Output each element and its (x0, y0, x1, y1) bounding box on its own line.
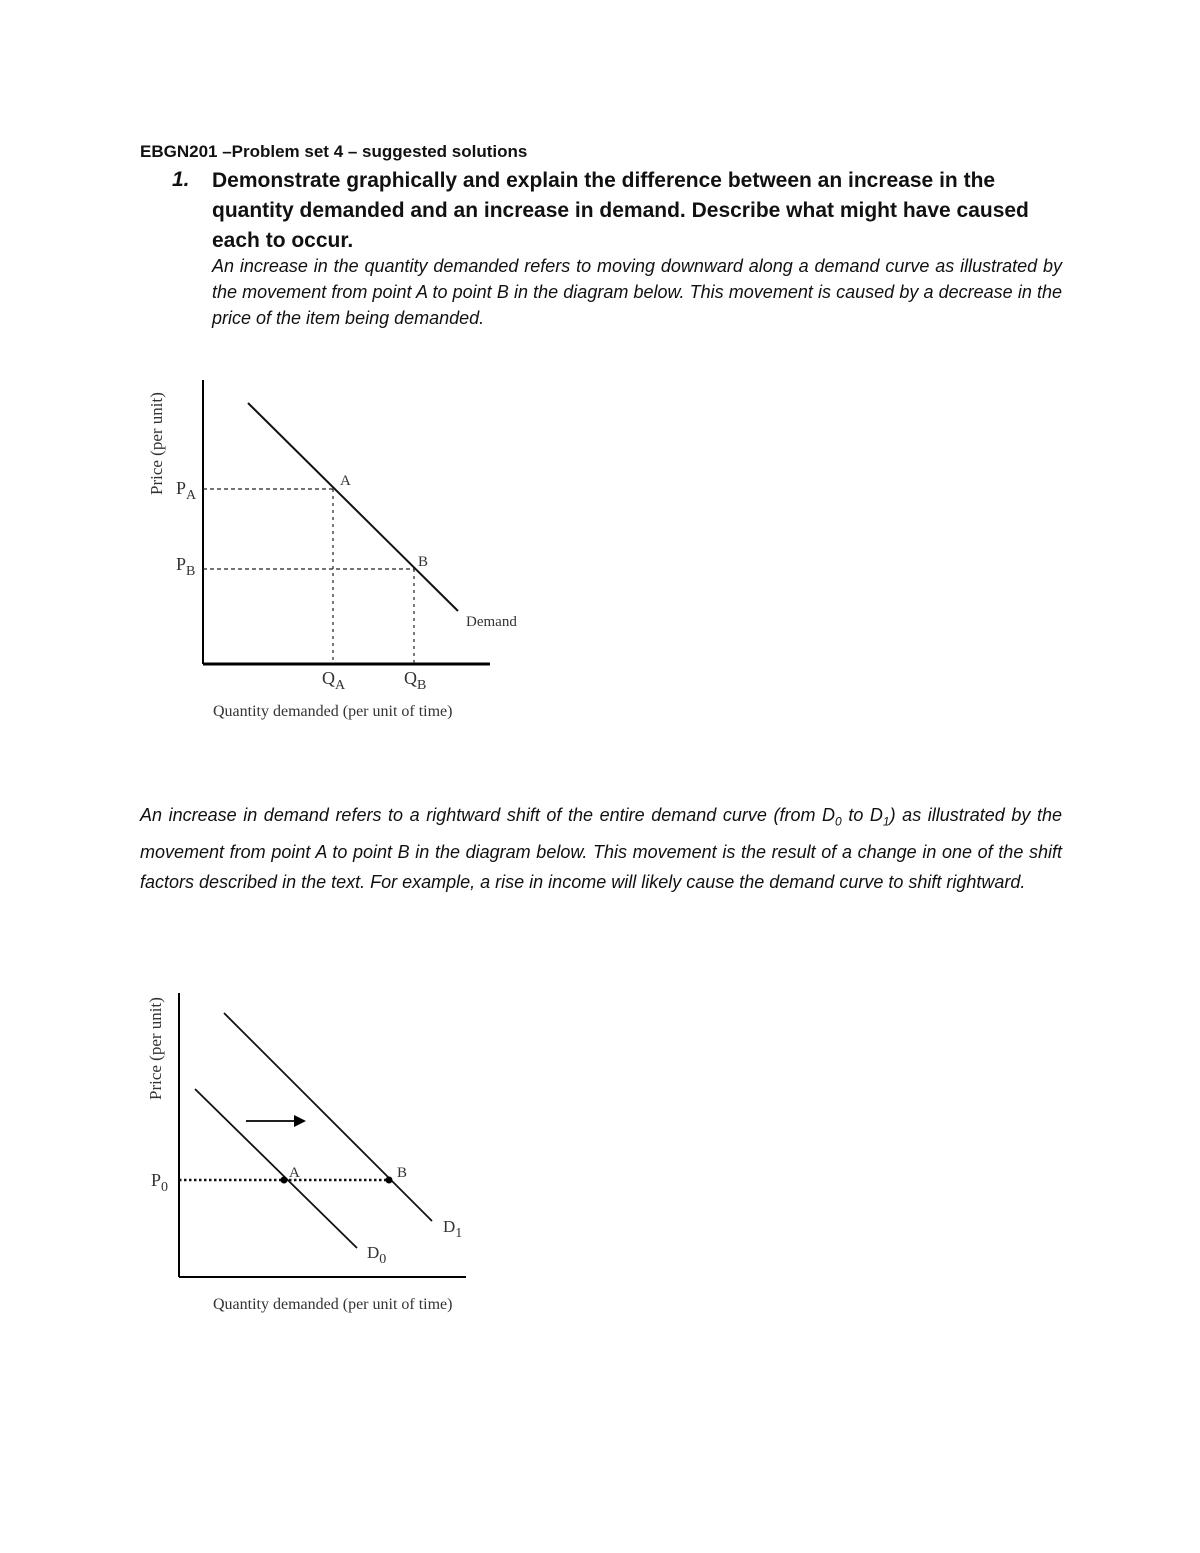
fig1-demand-curve (248, 403, 458, 611)
paragraph2-sub-1: 1 (882, 814, 890, 829)
fig1-price-b-label: $P_B$ (176, 554, 196, 579)
paragraph2-text-3: ) as illustrated by the movement from point A to point B in the diagram below. This movement is the result of a change in one of the shift factors described in the text. For example, a rise in income will likely cause the demand curve to shift rightward. (140, 805, 1063, 892)
fig2-d1-curve (224, 1013, 432, 1221)
fig1-point-a-label: A (340, 473, 351, 489)
fig1-qty-b-label: $Q_B$ (404, 668, 427, 693)
fig1-qty-a-label: $Q_A$ (322, 668, 346, 693)
figure-increase-in-demand (146, 993, 466, 1313)
fig2-shift-arrow-icon (294, 1115, 306, 1127)
fig2-y-axis-label: Price (per unit) (146, 997, 165, 1100)
fig2-point-b-label: B (397, 1165, 408, 1181)
fig2-point-a-dot (281, 1177, 288, 1184)
fig1-point-b-label: B (418, 554, 429, 570)
fig2-x-axis-label: Quantity demanded (per unit of time) (213, 1296, 453, 1313)
paragraph2-text-2: to D (841, 805, 883, 825)
question-number: 1. (172, 168, 190, 191)
fig1-demand-label: Demand (466, 614, 517, 630)
figure-quantity-demanded (147, 380, 517, 720)
fig1-y-axis-label: Price (per unit) (147, 392, 166, 495)
fig2-point-b-dot (386, 1177, 393, 1184)
document-title: EBGN201 –Problem set 4 – suggested solutions (140, 142, 528, 161)
fig2-point-a-label: A (289, 1165, 300, 1181)
paragraph-quantity-demanded: An increase in the quantity demanded refers to moving downward along a demand curve as illustrated by the movement from point A to point B in the diagram below. This movement is caused by a decrease in the price of the item being demanded. (212, 256, 1062, 328)
paragraph2-text-1: An increase in demand refers to a rightward shift of the entire demand curve (from D (140, 805, 836, 825)
paragraph2-sub-0: 0 (835, 814, 842, 829)
fig2-d1-label: $D_1$ (443, 1217, 463, 1241)
fig1-x-axis-label: Quantity demanded (per unit of time) (213, 703, 453, 720)
fig2-d0-label: $D_0$ (367, 1243, 387, 1267)
question-text: Demonstrate graphically and explain the difference between an increase in the quantity demanded and an increase in demand. Describe what might have caused each to occur. (212, 169, 1029, 252)
fig2-price-label: $P_0$ (151, 1170, 169, 1195)
fig2-d0-curve (195, 1089, 357, 1248)
fig1-price-a-label: $P_A$ (176, 478, 197, 503)
